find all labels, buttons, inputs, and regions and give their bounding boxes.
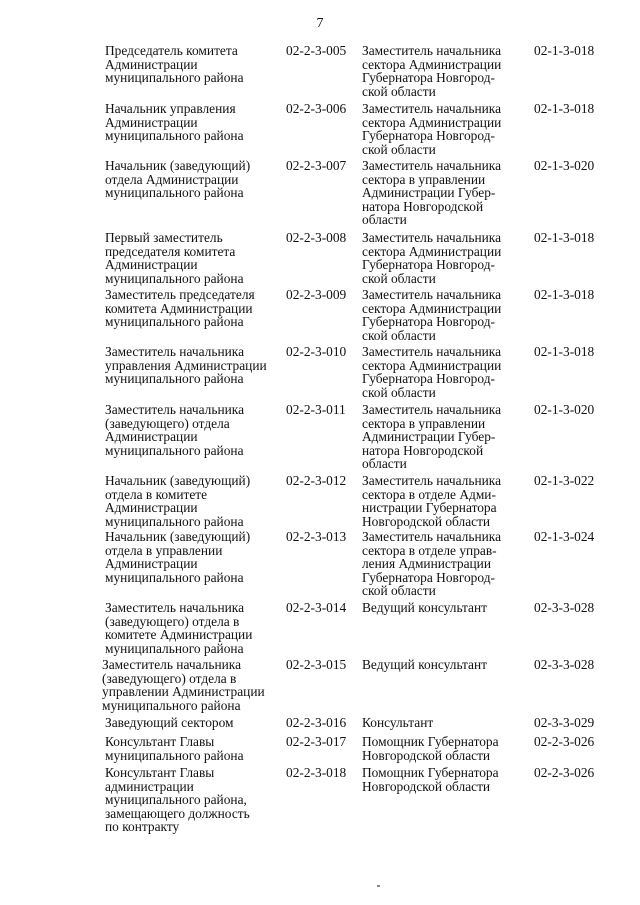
position-code: 02-2-3-010 bbox=[286, 344, 347, 359]
equivalent-position: Заместитель начальника сектора в отделе Адми- нистрации Губернатора Новгородской области bbox=[362, 473, 502, 529]
equivalent-position: Помощник Губернатора Новгородской области bbox=[362, 765, 499, 794]
position-code: 02-2-3-009 bbox=[286, 287, 347, 302]
position-code: 02-2-3-014 bbox=[286, 600, 347, 615]
position-code: 02-2-3-017 bbox=[286, 734, 347, 749]
equivalent-position: Консультант bbox=[362, 715, 434, 730]
equivalent-code: 02-1-3-018 bbox=[534, 344, 595, 359]
position-code: 02-2-3-016 bbox=[286, 715, 347, 730]
equivalent-position: Заместитель начальника сектора Администрации Губернатора Новгород- ской области bbox=[362, 230, 502, 286]
equivalent-position: Ведущий консультант bbox=[362, 600, 488, 615]
equivalent-code: 02-1-3-018 bbox=[534, 230, 595, 245]
position-code: 02-2-3-015 bbox=[286, 657, 347, 672]
equivalent-position: Заместитель начальника сектора Администрации Губернатора Новгород- ской области bbox=[362, 344, 502, 400]
equivalent-code: 02-1-3-020 bbox=[534, 158, 595, 173]
position-title: Начальник (заведующий) отдела в управлении Администрации муниципального района bbox=[105, 529, 251, 585]
position-title: Первый заместитель председателя комитета Администрации муниципального района bbox=[105, 230, 244, 286]
equivalent-code: 02-1-3-018 bbox=[534, 43, 595, 58]
equivalent-position: Заместитель начальника сектора Администрации Губернатора Новгород- ской области bbox=[362, 43, 502, 99]
position-code: 02-2-3-005 bbox=[286, 43, 347, 58]
position-title: Заместитель председателя комитета Администрации муниципального района bbox=[105, 287, 255, 330]
equivalent-code: 02-1-3-024 bbox=[534, 529, 595, 544]
equivalent-code: 02-2-3-026 bbox=[534, 734, 595, 749]
position-title: Заместитель начальника (заведующего) отдела в комитете Администрации муниципального района bbox=[105, 600, 253, 656]
equivalent-position: Заместитель начальника сектора в управлении Администрации Губер- натора Новгородской области bbox=[362, 402, 502, 472]
equivalent-position: Заместитель начальника сектора Администрации Губернатора Новгород- ской области bbox=[362, 287, 502, 343]
position-title: Заместитель начальника управления Администрации муниципального района bbox=[105, 344, 267, 387]
position-title: Заведующий сектором bbox=[105, 715, 234, 730]
page-number: 7 bbox=[316, 16, 324, 31]
equivalent-code: 02-1-3-020 bbox=[534, 402, 595, 417]
position-code: 02-2-3-007 bbox=[286, 158, 347, 173]
position-title: Консультант Главы администрации муниципального района, замещающего должность по контракту bbox=[105, 765, 250, 835]
position-code: 02-2-3-006 bbox=[286, 101, 347, 116]
position-code: 02-2-3-011 bbox=[286, 402, 346, 417]
position-code: 02-2-3-018 bbox=[286, 765, 347, 780]
position-title: Начальник управления Администрации муниципального района bbox=[105, 101, 244, 144]
equivalent-position: Заместитель начальника сектора в управлении Администрации Губер- натора Новгородской области bbox=[362, 158, 502, 228]
equivalent-code: 02-3-3-029 bbox=[534, 715, 595, 730]
position-code: 02-2-3-013 bbox=[286, 529, 347, 544]
position-code: 02-2-3-008 bbox=[286, 230, 347, 245]
equivalent-code: 02-3-3-028 bbox=[534, 600, 595, 615]
position-title: Начальник (заведующий) отдела в комитете Администрации муниципального района bbox=[105, 473, 251, 529]
position-title: Консультант Главы муниципального района bbox=[105, 734, 244, 763]
equivalent-code: 02-1-3-018 bbox=[534, 287, 595, 302]
equivalent-code: 02-1-3-022 bbox=[534, 473, 595, 488]
equivalent-code: 02-3-3-028 bbox=[534, 657, 595, 672]
position-title: Заместитель начальника (заведующего) отдела в управлении Администрации муниципального района bbox=[102, 657, 265, 713]
equivalent-position: Заместитель начальника сектора в отделе управ- ления Администрации Губернатора Новгород- ской области bbox=[362, 529, 502, 599]
scan-speck bbox=[377, 885, 380, 887]
position-code: 02-2-3-012 bbox=[286, 473, 347, 488]
position-title: Председатель комитета Администрации муниципального района bbox=[105, 43, 244, 86]
equivalent-position: Помощник Губернатора Новгородской области bbox=[362, 734, 499, 763]
position-title: Начальник (заведующий) отдела Администрации муниципального района bbox=[105, 158, 251, 201]
equivalent-code: 02-2-3-026 bbox=[534, 765, 595, 780]
equivalent-position: Заместитель начальника сектора Администрации Губернатора Новгород- ской области bbox=[362, 101, 502, 157]
equivalent-code: 02-1-3-018 bbox=[534, 101, 595, 116]
equivalent-position: Ведущий консультант bbox=[362, 657, 488, 672]
position-title: Заместитель начальника (заведующего) отдела Администрации муниципального района bbox=[105, 402, 245, 458]
